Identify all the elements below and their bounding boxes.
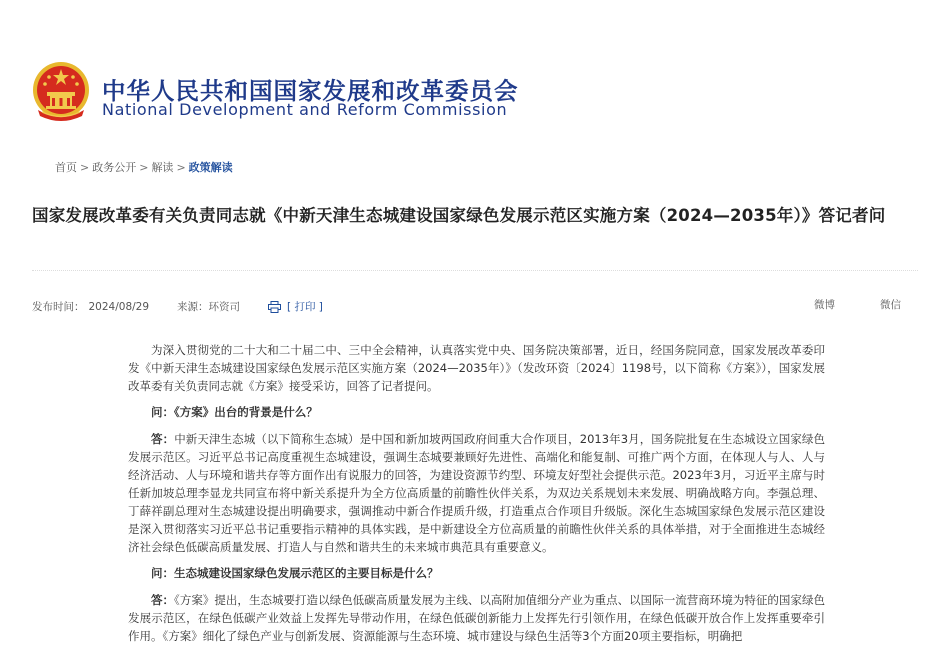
article-title: 国家发展改革委有关负责同志就《中新天津生态城建设国家绿色发展示范区实施方案（2024—2035年）》答记者问	[32, 206, 886, 225]
print-label: [ 打印 ]	[287, 301, 323, 313]
breadcrumb-interpretation-link[interactable]: 解读	[151, 161, 174, 174]
article-meta	[32, 299, 323, 314]
share-weixin-button[interactable]: 微信	[880, 299, 901, 311]
publish-info	[32, 299, 149, 314]
breadcrumb-separator: >	[139, 161, 149, 174]
answer-2-text: 《方案》提出，生态城要打造以绿色低碳高质量发展为主线、以高附加值细分产业为重点、以国际一流营商环境为特征的国家绿色发展示范区，在绿色低碳产业效益上发挥先导带动作用，在绿色低碳创新能力上发挥先行引领作用，在绿色低碳开放合作上发挥重要牵引作用。《方案》细化了绿色产业与创新发展、资源能源与生态环境、城市建设与绿色生活等3个方面20项主要指标，明确把	[128, 593, 825, 643]
publish-label: 发布时间：	[32, 301, 85, 313]
site-header	[30, 60, 590, 130]
breadcrumb-separator: >	[176, 161, 186, 174]
answer-label: 答：	[151, 432, 175, 446]
title-divider	[32, 270, 918, 271]
answer-1-text: 中新天津生态城（以下简称生态城）是中国和新加坡两国政府间重大合作项目，2013年3月，国务院批复在生态城设立国家绿色发展示范区。习近平总书记高度重视生态城建设，强调生态城要兼顾好先进性、高端化和能复制、可推广两个方面，在体现人与人、人与经济活动、人与环境和谐共存等方面作出有说服力的回答，为建设资源节约型、环境友好型社会提供示范。2023年3月，习近平主席与时任新加坡总理李显龙共同宣布将中新关系提升为全方位高质量的前瞻性伙伴关系，为双边关系规划未来发展、明确战略方向。李强总理、丁薛祥副总理对生态城建设提出明确要求，强调推动中新合作提质升级，打造重点合作项目升级版。深化生态城国家绿色发展示范区建设是深入贯彻落实习近平总书记重要指示精神的具体实践，是中新建设全方位高质量的前瞻性伙伴关系的具体举措，对于全面推进生态城经济社会绿色低碳高质量发展、打造人与自然和谐共生的未来城市典范具有重要意义。	[128, 432, 826, 554]
national-emblem-icon[interactable]	[30, 60, 92, 126]
printer-icon	[268, 301, 281, 313]
breadcrumb-home-link[interactable]: 首页	[55, 161, 77, 174]
breadcrumb-gov-affairs-link[interactable]: 政务公开	[92, 161, 137, 174]
publish-date: 2024/08/29	[88, 300, 150, 313]
intro-paragraph: 为深入贯彻党的二十大和二十届二中、三中全会精神，认真落实党中央、国务院决策部署，近日，经国务院同意，国家发展改革委印发《中新天津生态城建设国家绿色发展示范区实施方案（2024—2035年）》（发改环资〔2024〕1198号，以下简称《方案》），国家发展改革委有关负责同志就《方案》接受采访，回答了记者提问。	[128, 343, 825, 393]
source-info	[177, 299, 240, 314]
breadcrumb-separator: >	[80, 161, 90, 174]
source-value: 环资司	[208, 301, 241, 313]
question-2: 问：生态城建设国家绿色发展示范区的主要目标是什么？	[151, 566, 439, 580]
share-weibo-button[interactable]: 微博	[814, 299, 835, 311]
breadcrumb-policy-interpretation-link[interactable]: 政策解读	[188, 161, 233, 174]
answer-2-paragraph	[128, 591, 825, 645]
answer-label: 答：	[151, 593, 175, 607]
print-button[interactable]	[268, 299, 323, 314]
question-1: 问：《方案》出台的背景是什么？	[151, 405, 318, 419]
article-content	[128, 341, 825, 653]
source-label: 来源：	[177, 301, 209, 313]
answer-1-paragraph	[128, 430, 825, 556]
site-name-cn[interactable]: 中华人民共和国国家发展和改革委员会	[102, 77, 519, 105]
site-name-en[interactable]: National Development and Reform Commission	[102, 100, 508, 119]
breadcrumb	[55, 159, 233, 175]
